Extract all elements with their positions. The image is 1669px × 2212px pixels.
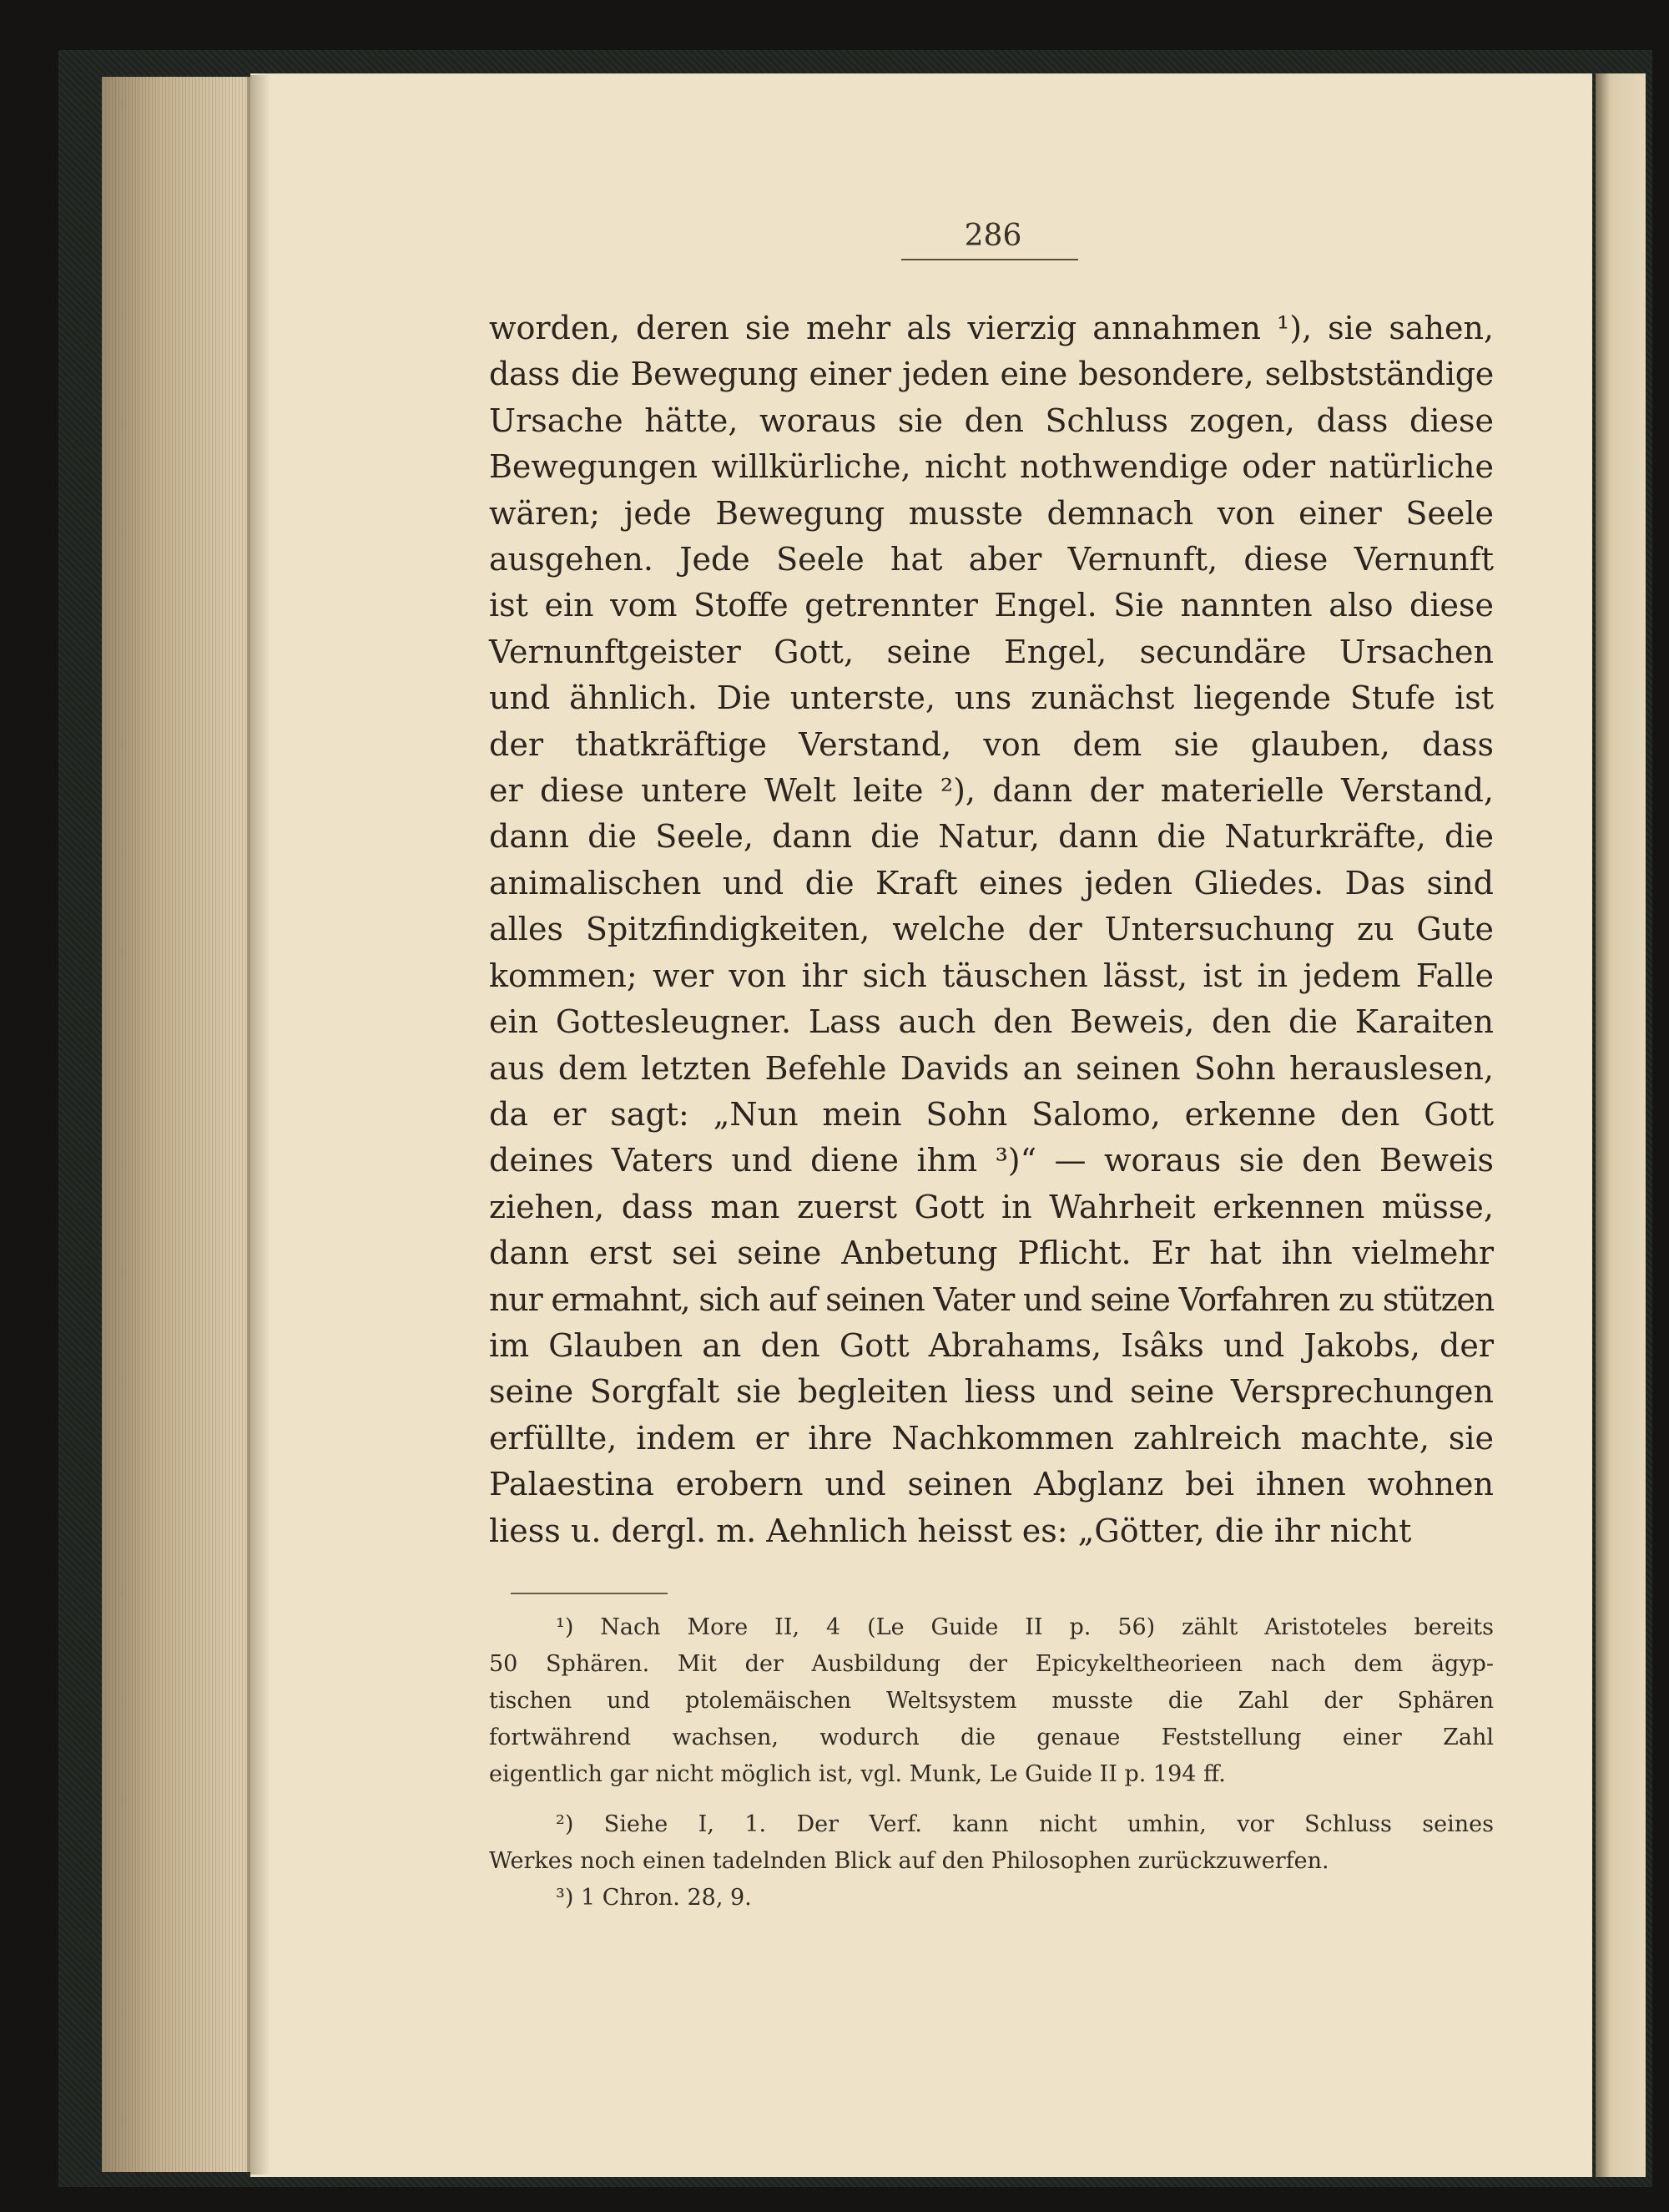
text-line: deines Vaters und diene ihm ³)“ — woraus sie den Beweis — [489, 1142, 1494, 1179]
text-line: Vernunftgeister Gott, seine Engel, secundäre Ursachen — [489, 633, 1494, 670]
footnotes — [489, 1609, 1494, 1917]
text-line: worden, deren sie mehr als vierzig annahmen ¹), sie sahen, — [489, 310, 1494, 346]
text-line: im Glauben an den Gott Abrahams, Isâks und Jakobs, der — [489, 1326, 1494, 1364]
text-line: da er sagt: „Nun mein Sohn Salomo, erkenne den Gott — [489, 1095, 1494, 1133]
text-line: ist ein vom Stoffe getrennter Engel. Sie nannten also diese — [489, 587, 1494, 624]
text-line: ziehen, dass man zuerst Gott in Wahrheit erkennen müsse, — [489, 1188, 1494, 1225]
text-line: ein Gottesleugner. Lass auch den Beweis, den die Karaiten — [489, 1003, 1494, 1041]
page-edges — [102, 77, 250, 2172]
footnote-line: fortwährend wachsen, wodurch die genaue Feststellung einer Zahl — [489, 1725, 1494, 1750]
text-line: liess u. dergl. m. Aehnlich heisst es: „Götter, die ihr nicht — [489, 1512, 1412, 1549]
text-line: seine Sorgfalt sie begleiten liess und seine Versprechungen — [489, 1373, 1494, 1411]
footnote-line: tischen und ptolemäischen Weltsystem musste die Zahl der Sphären — [489, 1688, 1494, 1714]
footnote-line: eigentlich gar nicht möglich ist, vgl. Munk, Le Guide II p. 194 ff. — [489, 1761, 1226, 1787]
text-line: dass die Bewegung einer jeden eine besondere, selbstständige — [489, 356, 1494, 393]
text-line: ausgehen. Jede Seele hat aber Vernunft, diese Vernunft — [489, 541, 1494, 578]
text-line: erfüllte, indem er ihre Nachkommen zahlreich machte, sie — [489, 1419, 1494, 1457]
text-line: kommen; wer von ihr sich täuschen lässt, ist in jedem Falle — [489, 957, 1494, 994]
text-line: alles Spitzfindigkeiten, welche der Untersuchung zu Gute — [489, 911, 1494, 948]
facing-page-edge — [1596, 73, 1646, 2177]
gutter-shadow — [247, 75, 270, 2174]
text-line: animalischen und die Kraft eines jeden Gliedes. Das sind — [489, 864, 1494, 901]
text-line: der thatkräftige Verstand, von dem sie glauben, dass — [489, 725, 1494, 763]
body-text — [489, 306, 1494, 1554]
text-line: dann die Seele, dann die Natur, dann die Naturkräfte, die — [489, 818, 1494, 856]
footnote-line: ²) Siehe I, 1. Der Verf. kann nicht umhin, vor Schluss seines — [556, 1811, 1494, 1837]
footnote-line: ³) 1 Chron. 28, 9. — [556, 1885, 752, 1911]
text-line: nur ermahnt, sich auf seinen Vater und seine Vorfahren zu stützen — [489, 1280, 1494, 1318]
footnote-rule — [511, 1593, 668, 1594]
footnote-line: 50 Sphären. Mit der Ausbildung der Epicykeltheorieen nach dem ägyp- — [489, 1651, 1494, 1677]
text-line: er diese untere Welt leite ²), dann der materielle Verstand, — [489, 772, 1494, 810]
page-number: 286 — [964, 219, 1022, 253]
footnote-line: Werkes noch einen tadelnden Blick auf den Philosophen zurückzuwerfen. — [489, 1848, 1329, 1874]
text-line: und ähnlich. Die unterste, uns zunächst liegende Stufe ist — [489, 679, 1494, 717]
text-line: wären; jede Bewegung musste demnach von einer Seele — [489, 494, 1494, 532]
text-line: Palaestina erobern und seinen Abglanz bei ihnen wohnen — [489, 1466, 1494, 1503]
text-line: Ursache hätte, woraus sie den Schluss zogen, dass diese — [489, 401, 1494, 439]
page-number-rule — [901, 259, 1078, 260]
footnote-line: ¹) Nach More II, 4 (Le Guide II p. 56) zählt Aristoteles bereits — [556, 1614, 1494, 1640]
text-line: aus dem letzten Befehle Davids an seinen Sohn herauslesen, — [489, 1049, 1494, 1087]
text-line: Bewegungen willkürliche, nicht nothwendige oder natürliche — [489, 448, 1494, 486]
text-line: dann erst sei seine Anbetung Pflicht. Er hat ihn vielmehr — [489, 1235, 1494, 1272]
